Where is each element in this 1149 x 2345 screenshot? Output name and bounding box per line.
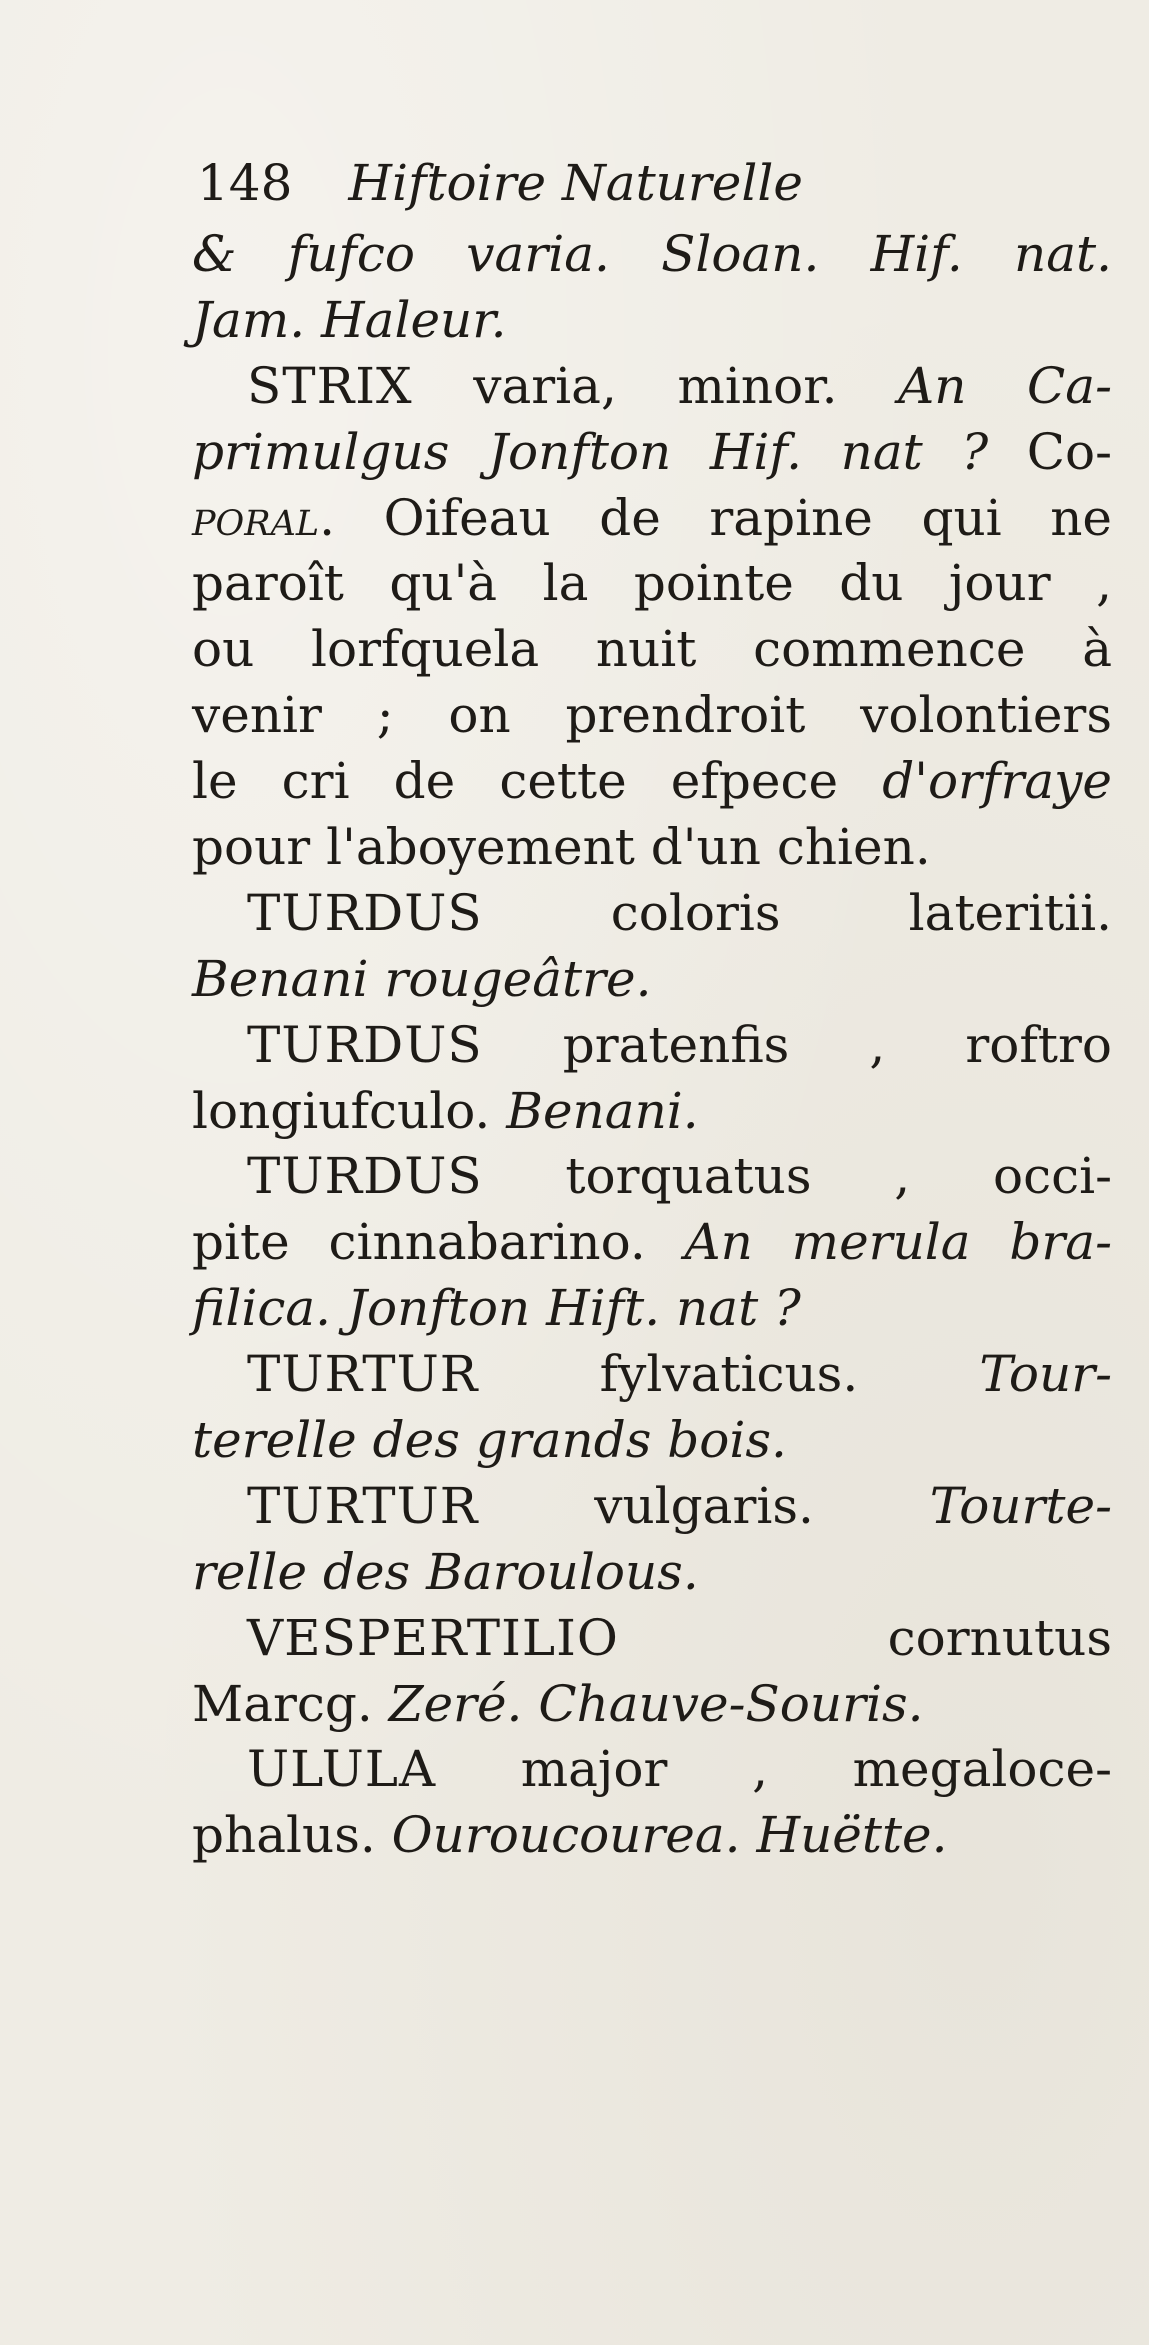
text-segment: vulgaris. [478, 1476, 930, 1535]
text-segment: primulgus Jonfton Hif. nat ? [192, 422, 1027, 481]
text-segment: fylvaticus. [478, 1345, 980, 1404]
text-segment: poral [192, 488, 320, 547]
text-segment: Ouroucourea. [391, 1806, 757, 1865]
text-segment: relle des Baroulous. [192, 1542, 699, 1601]
text-line [192, 1342, 1112, 1408]
text-line [192, 1079, 1112, 1145]
text-segment: cornutus [618, 1608, 1112, 1667]
text-segment: torquatus , occi- [482, 1147, 1112, 1206]
text-segment: . Oifeau de rapine qui ne [319, 488, 1112, 547]
text-line [192, 354, 1112, 420]
text-segment: An Ca- [898, 356, 1112, 415]
text-segment: TURDUS [247, 883, 483, 942]
text-segment: d'orfraye [882, 752, 1112, 811]
text-segment: Tourte- [929, 1476, 1112, 1535]
text-segment: Huëtte. [756, 1806, 948, 1865]
text-segment: ou lorfquela nuit commence à [192, 620, 1112, 679]
text-segment: Marcg. [192, 1674, 389, 1733]
text-segment: pour l'aboyement d'un chien. [192, 818, 931, 877]
text-line [192, 222, 1112, 288]
text-segment: Benani rougeâtre. [192, 949, 652, 1008]
text-segment: major , megaloce- [436, 1740, 1112, 1799]
text-segment: Tour- [979, 1345, 1112, 1404]
text-segment: Zeré. Chauve-Souris. [388, 1674, 924, 1733]
text-line [192, 1276, 1112, 1342]
text-line [192, 683, 1112, 749]
text-line [192, 1672, 1112, 1738]
text-segment: TURTUR [247, 1476, 479, 1535]
text-segment: Co- [1026, 422, 1112, 481]
text-segment: TURDUS [247, 1015, 483, 1074]
text-segment: coloris lateritii. [482, 883, 1112, 942]
text-segment: terelle des grands bois. [192, 1411, 787, 1470]
text-segment: longiufculo. [192, 1081, 507, 1140]
text-line [192, 1540, 1112, 1606]
text-segment: ULULA [247, 1740, 437, 1799]
text-segment: TURDUS [247, 1147, 483, 1206]
text-segment: STRIX [247, 356, 413, 415]
text-segment: phalus. [192, 1806, 392, 1865]
text-line [192, 288, 1112, 354]
text-line [192, 486, 1112, 552]
text-segment: TURTUR [247, 1345, 479, 1404]
text-segment: Benani. [506, 1081, 699, 1140]
text-segment: le cri de cette efpece [192, 752, 883, 811]
text-segment: varia, minor. [412, 356, 899, 415]
text-line [192, 1474, 1112, 1540]
page-header [197, 148, 997, 218]
text-segment: pite cinnabarino. [192, 1213, 685, 1272]
text-line [192, 1210, 1112, 1276]
page-number: 148 [197, 154, 293, 212]
text-line [192, 420, 1112, 486]
text-line [192, 947, 1112, 1013]
text-segment: Jam. Haleur. [192, 290, 507, 349]
text-line [192, 617, 1112, 683]
text-segment: venir ; on prendroit volontiers [192, 686, 1112, 745]
text-line [192, 1013, 1112, 1079]
body-text [192, 222, 1132, 1869]
text-line [192, 1408, 1112, 1474]
text-line [192, 815, 1112, 881]
text-line [192, 551, 1112, 617]
text-segment: filica. Jonfton Hift. nat ? [192, 1279, 801, 1338]
text-line [192, 749, 1112, 815]
text-segment: VESPERTILIO [247, 1608, 619, 1667]
text-line [192, 1803, 1112, 1869]
text-line [192, 881, 1112, 947]
running-title: Hiftoire Naturelle [348, 154, 803, 212]
text-line [192, 1737, 1112, 1803]
text-segment: An merula bra- [684, 1213, 1112, 1272]
text-segment: pratenfis , roftro [482, 1015, 1112, 1074]
text-segment: & fufco varia. Sloan. Hif. nat. [192, 225, 1112, 283]
text-segment: paroît qu'à la pointe du jour , [192, 554, 1112, 613]
text-line [192, 1144, 1112, 1210]
text-line [192, 1606, 1112, 1672]
